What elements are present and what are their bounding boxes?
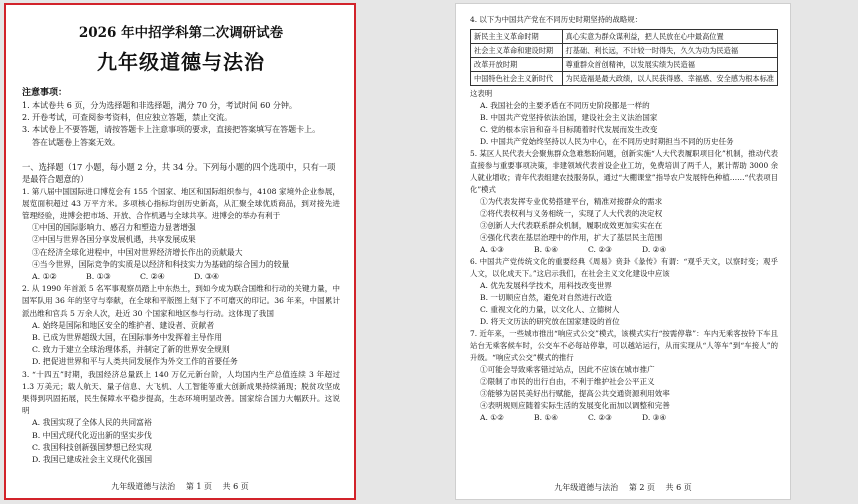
question-5-option: ①为代表发挥专业优势搭建平台，精准对接群众的需求: [480, 197, 663, 206]
question-6-option: C. 重视文化的力量，以文化人、立德树人: [480, 305, 620, 314]
choice-c: C. ②④: [140, 272, 165, 282]
question-1-choices: [22, 271, 340, 283]
page-footer: [6, 481, 354, 492]
question-1-stem: 1. 第八届中国国际进口博览会有 155 个国家、地区和国际组织参与，4108 家境外企业参展，展览面积超过 43 万平方米。多项核心指标均创历史新高，从汇聚全球优质商品，到对接先进管理经验，进博会把市场、开放、合作机遇与全球共享。进博会的举办有利于: [22, 186, 340, 221]
exam-page-2[interactable]: [455, 3, 791, 500]
question-5-option: ②将代表权利与义务相统一，实现了人大代表的决定权: [480, 209, 663, 218]
choice-a: A. ①②: [480, 413, 504, 422]
choice-d: D. ③④: [194, 272, 219, 282]
table-row: [471, 30, 778, 44]
question-3-option: A. 我国实现了全体人民的共同富裕: [32, 418, 152, 428]
question-5-choices: [470, 244, 778, 256]
choice-b: B. ①④: [534, 245, 559, 254]
choice-b: B. ①③: [86, 272, 111, 282]
question-7-option: ②限制了市民的出行自由，不利于维护社会公平正义: [480, 377, 655, 386]
question-6-stem: 6. 中国共产党传统文化的重要经典《周易》贲卦《彖传》有谓：“观乎天文，以察时变；观乎人文，以化成天下。”这启示我们，在社会主义文化建设中应该: [470, 257, 778, 278]
question-5-option: ④强化代表在基层治理中的作用，扩大了基层民主范围: [480, 233, 663, 242]
question-2-option: A. 始终是国际和地区安全的维护者、建设者、贡献者: [32, 320, 215, 330]
policy-table: [470, 29, 778, 86]
subject-title: 九年级道德与法治: [97, 50, 265, 74]
footer-total-pages: 共 6 页: [222, 482, 249, 491]
table-cell: 为民造福是最大政绩，以人民获得感、幸福感、安全感为根本标准: [562, 72, 777, 86]
question-3-option: D. 我国已建成社会主义现代化强国: [32, 455, 153, 465]
question-7-option: ③能够为居民美好出行赋能，提高公共交通资源利用效率: [480, 389, 670, 398]
choice-a: A. ①②: [32, 272, 57, 282]
question-5-option: ③创新人大代表联系群众机制，履职成效更加实实在在: [480, 221, 663, 230]
question-3-stem: 3. “十四五”时期，我国经济总量跃上 140 万亿元新台阶，人均国内生产总值连续 3 年超过 1.3 万美元；载人航天、量子信息、大飞机、人工智能等重大创新成果持续涌现；脱贫攻坚成果得到巩固拓展，民生保障水平稳步提高，生态环境明显改善。国家综合国力大幅跃升。这说明: [22, 369, 340, 416]
question-4-option: B. 中国共产党坚持依法治国，建设社会主义法治国家: [480, 113, 658, 122]
notice-line: 答在试题卷上答案无效。: [32, 137, 120, 147]
question-1-option: ③在经济全球化进程中，中国对世界经济增长作出的贡献最大: [32, 247, 243, 257]
table-cell: 真心实意为群众谋利益，把人民放在心中最高位置: [562, 30, 777, 44]
choice-a: A. ①③: [480, 245, 504, 254]
table-row: [471, 44, 778, 58]
section-heading: 一、选择题（17 小题，每小题 2 分，共 34 分。下列每小题的四个选项中，只有一项是最符合题意的）: [22, 161, 336, 185]
question-4-option: C. 党的根本宗旨和奋斗目标随着时代发展而发生改变: [480, 125, 658, 134]
page-footer: [456, 482, 790, 493]
notice-line: 1. 本试卷共 6 页，分为选择题和非选择题，满分 70 分，考试时间 60 分钟。: [22, 101, 297, 110]
footer-subject: 九年级道德与法治: [554, 483, 619, 492]
question-7-stem: 7. 近年来，一些城市推出“响应式公交”模式，该模式实行“按需停靠”：车内无乘客按铃下车且站台无乘客候车时，公交车不必每站停靠，可以越站运行，从而实现从“人等车”到“车接人”的升级。“响应式公交”模式的推行: [470, 329, 778, 362]
question-1-option: ①中国的国际影响力、感召力和塑造力显著增强: [32, 223, 196, 233]
exam-page-1[interactable]: [4, 3, 356, 500]
table-cell: 中国特色社会主义新时代: [471, 72, 563, 86]
table-cell: 新民主主义革命时期: [471, 30, 563, 44]
table-cell: 打基础、利长远，不计较一时得失，久久为功为民造福: [562, 44, 777, 58]
footer-subject: 九年级道德与法治: [111, 482, 176, 491]
question-4-stem: 4. 以下为中国共产党在不同历史时期坚持的战略规：: [470, 15, 642, 24]
table-cell: 改革开放时期: [471, 58, 563, 72]
question-1-option: ④当今世界，国际竞争的实质是以经济和科技实力为基础的综合国力的较量: [32, 259, 290, 269]
question-4-option: D. 中国共产党始终坚持以人民为中心，在不同历史时期担当不同的历史任务: [480, 137, 734, 146]
notice-line: 3. 本试卷上不要答题，请按答题卡上注意事项的要求，直接把答案填写在答题卡上。: [22, 125, 321, 135]
question-7-choices: [470, 412, 778, 424]
question-6-option: B. 一切顺应自然，避免对自然进行改造: [480, 293, 612, 302]
notice-heading: 注意事项：: [22, 88, 68, 98]
exam-title: 2026 年中招学科第二次调研试卷: [78, 25, 284, 41]
question-2-option: B. 已成为世界超级大国，在国际事务中发挥着主导作用: [32, 333, 223, 343]
question-7-option: ①可能会导致乘客错过站点，因此不应该在城市推广: [480, 365, 655, 374]
choice-c: C. ②③: [588, 245, 612, 254]
question-6-option: A. 优先发展科学技术，用科技改变世界: [480, 281, 612, 290]
notice-line: 2. 开卷考试，可查阅参考资料，但应独立答题，禁止交流。: [22, 113, 233, 123]
question-2-option: D. 把促进世界和平与人类共同发展作为外交工作的首要任务: [32, 357, 238, 367]
question-2-option: C. 致力于建立全球治理体系，并制定了新的世界安全规则: [32, 345, 230, 355]
question-4-option: A. 我国社会的主要矛盾在不同历史阶段都是一样的: [480, 101, 650, 110]
choice-b: B. ①④: [534, 413, 559, 422]
footer-page-number: 第 1 页: [185, 482, 212, 491]
table-cell: 尊重群众首创精神，以发展实绩为民造福: [562, 58, 777, 72]
question-3-option: B. 中国式现代化迈出新的坚实步伐: [32, 430, 152, 440]
choice-d: D. ②④: [642, 245, 667, 254]
question-6-option: D. 将天文历法的研究放在国家建设的首位: [480, 317, 620, 326]
table-row: [471, 72, 778, 86]
footer-total-pages: 共 6 页: [665, 483, 692, 492]
table-row: [471, 58, 778, 72]
question-1-option: ②中国与世界各国分享发展机遇，共享发展成果: [32, 235, 196, 245]
question-2-stem: 2. 从 1990 年首派 5 名军事观察员踏上中东热土，到如今成为联合国维和行动的关键力量，中国军队用 36 年的坚守与奉献，在全球和平版图上刻下了不可磨灭的印记。36 年来，中国累计派出维和官兵 5 万余人次，赴近 30 个国家和地区参与行动。这体现了我国: [22, 284, 340, 318]
table-cell: 社会主义革命和建设时期: [471, 44, 563, 58]
question-7-option: ④表明规则应随着实际生活的发展变化而加以调整和完善: [480, 401, 670, 410]
question-4-lead: 这表明: [470, 89, 493, 98]
question-5-stem: 5. 某区人民代表大会聚焦群众急难愁盼问题，创新实施“人大代表履职项目化”机制，推动代表直接参与重要事项决策，非建领域代表首设企业工坊，免费培训了两千人，累计帮助 3000 余人就业增收；青年代表组建农技服务队，通过“大棚课堂”指导农户发展特色种植……“代表项目化”模式: [470, 149, 778, 194]
question-3-option: C. 我国科技创新强国梦想已经实现: [32, 442, 152, 452]
choice-c: C. ②③: [588, 413, 612, 422]
footer-page-number: 第 2 页: [628, 483, 655, 492]
choice-d: D. ③④: [642, 413, 667, 422]
